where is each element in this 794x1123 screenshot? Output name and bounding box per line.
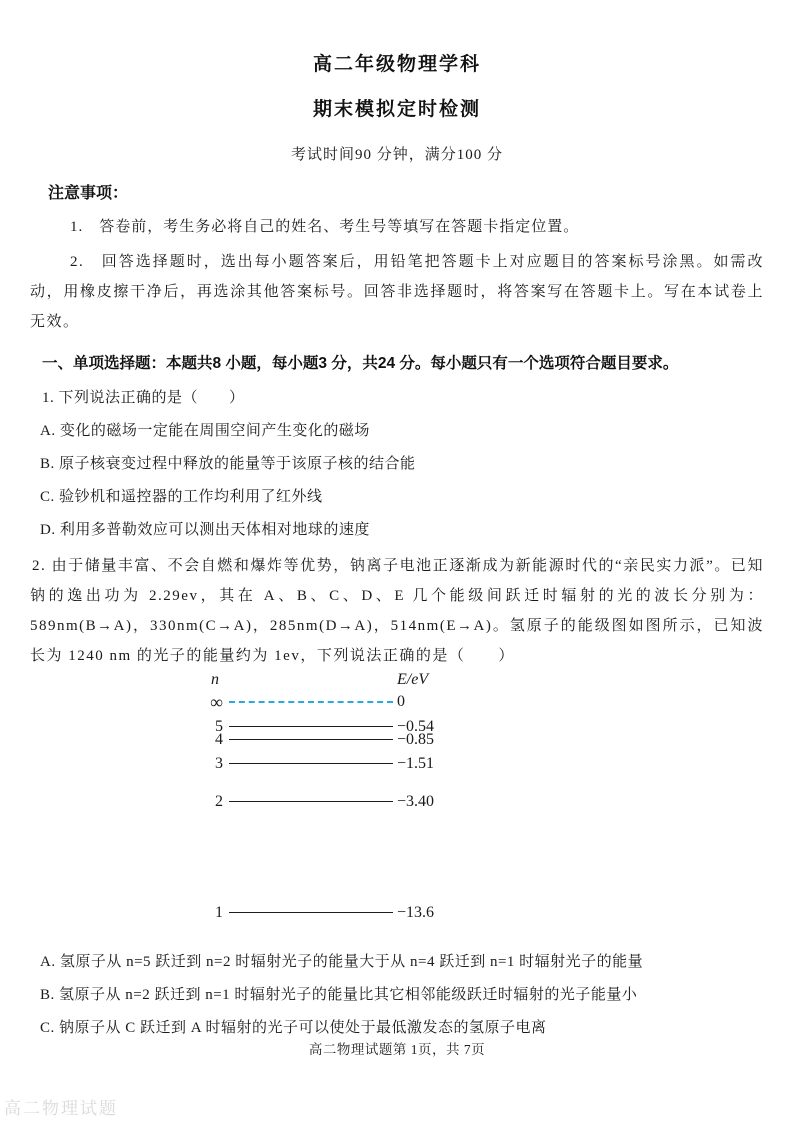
document-subtitle: 期末模拟定时检测 [312, 99, 481, 120]
energy-axis-label: E/eV [397, 671, 429, 688]
question-1-option-c: C. 验钞机和遥控器的工作均利用了红外线 [40, 489, 323, 505]
exam-info: 考试时间90 分钟，满分100 分 [290, 147, 503, 163]
note-item-1: 1. 答卷前，考生务必将自己的姓名、考生号等填写在答题卡指定位置。 [70, 219, 580, 235]
question-2-option-b: B. 氢原子从 n=2 跃迁到 n=1 时辐射光子的能量比其它相邻能级跃迁时辐射的光子能量小 [40, 987, 638, 1003]
level-line [229, 801, 393, 802]
level-n-label: ∞ [210, 692, 223, 712]
watermark: 高二物理试题 [4, 1099, 118, 1118]
level-energy-label: 0 [397, 693, 405, 710]
notes-heading: 注意事项： [48, 185, 129, 202]
level-line [229, 912, 393, 913]
question-2-stem: 2. 由于储量丰富、不会自燃和爆炸等优势，钠离子电池正逐渐成为新能源时代的“亲民实力派”。已知钠的逸出功为 2.29ev，其在 A、B、C、D、E 几个能级间跃迁时辐射的光的波长分别为：589nm(B→A)，330nm(C→A)，285nm(D→A)，514nm(E→A)。氢原子的能级图如图所示，已知波长为 1240 nm 的光子的能量约为 1ev，下列说法正确的是（ ） [30, 558, 764, 664]
level-energy-label: −0.85 [397, 731, 435, 748]
level-line [229, 739, 393, 740]
n-axis-label: n [211, 671, 219, 688]
level-n-label: 2 [215, 793, 223, 810]
document-title: 高二年级物理学科 [312, 54, 481, 75]
question-2-option-a: A. 氢原子从 n=5 跃迁到 n=2 时辐射光子的能量大于从 n=4 跃迁到 n=1 时辐射光子的能量 [40, 954, 644, 970]
level-energy-label: −1.51 [397, 755, 435, 772]
level-n-label: 3 [215, 755, 223, 772]
level-line-dashed [229, 701, 393, 703]
level-energy-label: −3.40 [397, 793, 435, 810]
level-n-label: 1 [215, 904, 223, 921]
level-energy-label: −13.6 [397, 904, 435, 921]
page-footer: 高二物理试题第 1页，共 7页 [308, 1042, 486, 1057]
level-line [229, 726, 393, 727]
question-1-option-b: B. 原子核衰变过程中释放的能量等于该原子核的结合能 [40, 456, 416, 472]
level-n-label: 5 [215, 718, 223, 735]
question-1-stem: 1. 下列说法正确的是（ ） [42, 390, 245, 406]
note-item-2: 2. 回答选择题时，选出每小题答案后，用铅笔把答题卡上对应题目的答案标号涂黑。如需改动，用橡皮擦干净后，再选涂其他答案标号。回答非选择题时，将答案写在答题卡上。写在本试卷上无效。 [30, 254, 764, 330]
level-energy-label: −0.54 [397, 718, 435, 735]
section-1-heading: 一、单项选择题：本题共8 小题，每小题3 分，共24 分。每小题只有一个选项符合题目要求。 [42, 355, 679, 372]
energy-level-diagram [205, 671, 485, 926]
question-1-option-a: A. 变化的磁场一定能在周围空间产生变化的磁场 [40, 423, 370, 439]
level-line [229, 763, 393, 764]
level-n-label: 4 [215, 731, 223, 748]
question-2-options [30, 952, 764, 1038]
question-2-option-c: C. 钠原子从 C 跃迁到 A 时辐射的光子可以使处于最低激发态的氢原子电离 [40, 1020, 547, 1036]
question-1-option-d: D. 利用多普勒效应可以测出天体相对地球的速度 [40, 522, 370, 538]
